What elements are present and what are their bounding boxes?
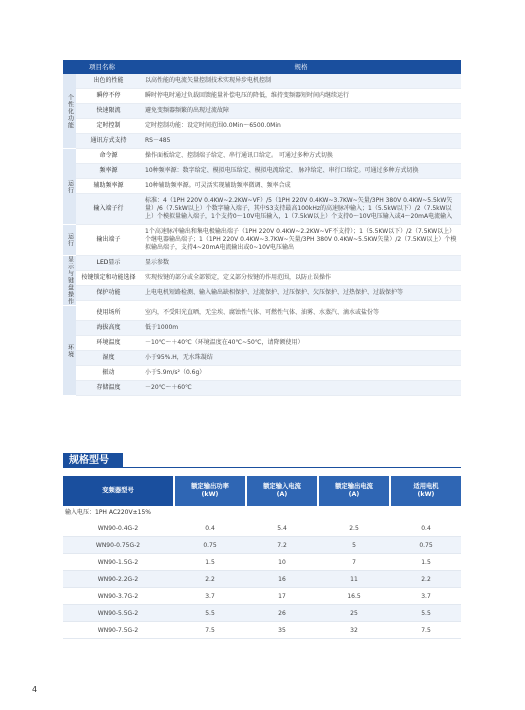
model-row (63, 571, 461, 588)
model-cell: 2.2 (421, 575, 431, 583)
spec-row-value: 10种辅助频率源。可灵活实现辅助频率微调、频率合成 (145, 182, 291, 189)
spec-section (63, 306, 461, 396)
spec-row-label: 输入端子行 (76, 194, 141, 224)
spec-row (76, 271, 461, 286)
model-cell: 35 (278, 626, 286, 634)
spec-row-value: 操作面板给定、控制端子给定、串行通讯口给定。 可通过多种方式切换 (145, 152, 333, 159)
spec-row-value: 小于5.9m/s²（0.6g） (145, 369, 206, 376)
model-cell: WN90-7.5G-2 (97, 626, 139, 634)
model-cell: 3.7 (205, 592, 215, 600)
spec-row-label: 出色的性能 (76, 74, 141, 88)
spec-row-value: RS－485 (141, 134, 461, 148)
spec-category-label: 显示与键盘操作 (66, 256, 74, 305)
spec-row-value: 以高性能的电流矢量控制技术实现异步电机控制 (141, 74, 461, 88)
input-voltage-note: 输入电压：1PH AC220V±15% (65, 509, 151, 516)
model-cell: 7.5 (205, 626, 215, 634)
spec-category-label: 环境 (66, 343, 74, 358)
model-cell: 11 (350, 575, 358, 583)
spec-row-value: 避免变频器频繁的出现过流故障 (141, 104, 461, 118)
spec-table-body (63, 74, 461, 396)
model-header-cell: 额定输出电流 (A) (319, 476, 389, 506)
model-cell: 5.4 (277, 524, 287, 532)
spec-row-value: 瞬时停电时通过负载回馈能量补偿电压的降低，维持变频器短时间内继续运行 (145, 92, 350, 99)
spec-row-value: 1个高速脉冲输出和集电极输出端子（1PH 220V 0.4KW~2.2KW~VF不支持）；1（5.5KW以下）/2（7.5KW以上）个继电器输出端子；1（1PH 220V 0.4KW~3.7KW~矢量/3PH 380V 0.4KW~5.5KW矢量）/2（7.5KW以上）个模拟输出端子，支持4~20mA电流输出或0~10V电压输出 (145, 228, 457, 251)
spec-row-label: 环境温度 (96, 339, 121, 346)
spec-category (63, 225, 76, 256)
spec-row-label: 按键锁定和功能选择 (81, 274, 136, 281)
spec-row-label: 湿度 (76, 351, 141, 365)
spec-row-label: 海拔高度 (76, 321, 141, 335)
spec-section (63, 225, 461, 256)
spec-row (76, 119, 461, 134)
model-row (63, 537, 461, 554)
spec-row (76, 89, 461, 104)
model-cell: WN90-0.4G-2 (97, 524, 139, 532)
spec-row (76, 366, 461, 381)
model-cell: 5 (352, 541, 356, 549)
spec-row-value: 小于95%.H，无水珠凝结 (141, 351, 461, 365)
spec-row (76, 381, 461, 396)
model-cell: 0.75 (419, 541, 433, 549)
spec-row-label: 存储温度 (76, 381, 141, 395)
spec-table (63, 60, 461, 396)
spec-category (63, 306, 76, 396)
page-number: 4 (32, 685, 38, 694)
spec-row-value: －20℃～＋60℃ (141, 381, 461, 395)
spec-category-label: 个性化功能 (66, 93, 74, 129)
spec-row-label: 快速限流 (76, 104, 141, 118)
model-cell: 17 (278, 592, 286, 600)
spec-row-label: 定时控制 (96, 122, 121, 129)
spec-row-value: 定时控制功能：设定时间范围0.0Min～6500.0Min (145, 122, 281, 129)
spec-table-header (63, 60, 461, 74)
spec-row-value: 10种频率源：数字给定、模拟电压给定、模拟电流给定、 脉冲给定、串行口给定。可通过多种方式切换 (141, 164, 461, 178)
model-cell: WN90-2.2G-2 (97, 575, 139, 583)
model-cell: 5.5 (421, 609, 431, 617)
spec-section (63, 74, 461, 149)
spec-section (63, 256, 461, 306)
spec-section (63, 149, 461, 225)
spec-row (76, 134, 461, 149)
model-row (63, 520, 461, 537)
header-spec: 规格 (294, 63, 308, 71)
spec-row-value: 低于1000m (141, 321, 461, 335)
model-cell: WN90-5.5G-2 (97, 609, 139, 617)
spec-row (76, 256, 461, 271)
model-cell: 10 (278, 558, 286, 566)
model-cell: WN90-3.7G-2 (97, 592, 139, 600)
spec-row (76, 306, 461, 321)
spec-category (63, 74, 76, 149)
spec-row-value: 室内，不受阳光直晒，无尘埃、腐蚀性气体、可燃性气体、油雾、水蒸汽、滴水或盐份等 (145, 309, 380, 316)
model-cell: 7 (352, 558, 356, 566)
model-cell: 1.5 (205, 558, 215, 566)
model-row (63, 605, 461, 622)
spec-row (76, 286, 461, 301)
model-header-cell: 额定输入电流 (A) (247, 476, 317, 506)
spec-category-label: 运行 (66, 179, 74, 194)
spec-row-label: 通讯方式支持 (76, 134, 141, 148)
spec-row (76, 149, 461, 164)
model-cell: 7.2 (277, 541, 287, 549)
spec-row (76, 74, 461, 89)
spec-row (76, 225, 461, 256)
spec-row-label: 命令源 (99, 152, 118, 159)
model-row (63, 622, 461, 639)
model-cell: 5.5 (205, 609, 215, 617)
model-table (63, 476, 461, 639)
spec-row-label: 振动 (102, 369, 115, 376)
spec-row-label: LED显示 (76, 256, 141, 270)
model-table-body (63, 520, 461, 639)
spec-category-label: 运行 (66, 233, 74, 247)
spec-row (76, 104, 461, 119)
page-top (0, 0, 525, 8)
model-cell: 32 (350, 626, 358, 634)
model-cell: 25 (350, 609, 358, 617)
spec-row-label: 辅助频率源 (93, 182, 124, 189)
model-cell: 0.75 (203, 541, 217, 549)
spec-category (63, 149, 76, 225)
spec-row-label: 输出端子 (96, 236, 121, 243)
model-row (63, 554, 461, 571)
spec-row-label: 保护功能 (76, 286, 141, 300)
spec-row (76, 194, 461, 225)
model-cell: 16 (278, 575, 286, 583)
model-header-cell: 变频器型号 (63, 476, 173, 506)
model-header-cell: 额定输出功率 (kW) (175, 476, 245, 506)
spec-row-label: 使用场所 (96, 309, 121, 316)
model-cell: 0.4 (421, 524, 431, 532)
model-cell: 16.5 (347, 592, 361, 600)
spec-row (76, 336, 461, 351)
model-header-cell: 适用电机 (kW) (391, 476, 461, 506)
model-cell: 3.7 (421, 592, 431, 600)
model-row (63, 588, 461, 605)
spec-row-value: 标准：4（1PH 220V 0.4KW~2.2KW~VF）/5（1PH 220V 0.4KW~3.7KW~矢量/3PH 380V 0.4KW~5.5kW矢量）/6（7.5kW以上）个数字输入端子，其中S3支持最高100kHz的高速脉冲输入；1（5.5kW以下）/2（7.5kW以上）个模拟量输入端子，1个支持0～10V电压输入，1（7.5kW以上）个支持0～10V电压输入或4～20mA电流输入 (141, 194, 461, 224)
section-title-text: 规格型号 (69, 455, 109, 466)
spec-row-label: 瞬停不停 (96, 92, 121, 99)
model-table-header (63, 476, 461, 506)
header-item: 项目名称 (89, 63, 115, 71)
spec-row (76, 164, 461, 179)
spec-row-label: 频率源 (76, 164, 141, 178)
model-cell: 1.5 (421, 558, 431, 566)
section-title (63, 453, 461, 468)
spec-row-value: 显示参数 (141, 256, 461, 270)
spec-row (76, 179, 461, 194)
spec-row (76, 321, 461, 336)
model-cell: 0.4 (205, 524, 215, 532)
spec-row-value: －10℃～＋40℃（环境温度在40℃~50℃，请降额使用） (145, 339, 304, 346)
spec-row (76, 351, 461, 366)
spec-row-value: 实现按键的部分或全部锁定，定义部分按键的作用范围，以防止误操作 (145, 274, 332, 281)
model-cell: WN90-1.5G-2 (97, 558, 139, 566)
spec-row-value: 上电电机短路检测、输入输出缺相保护、过流保护、过压保护、欠压保护、过热保护、过载保护等 (141, 286, 461, 300)
spec-category (63, 256, 76, 306)
model-cell: 26 (278, 609, 286, 617)
model-cell: 2.5 (349, 524, 359, 532)
model-cell: 7.5 (421, 626, 431, 634)
section-title-rule (123, 467, 461, 468)
model-cell: WN90-0.75G-2 (95, 541, 141, 549)
model-cell: 2.2 (205, 575, 215, 583)
